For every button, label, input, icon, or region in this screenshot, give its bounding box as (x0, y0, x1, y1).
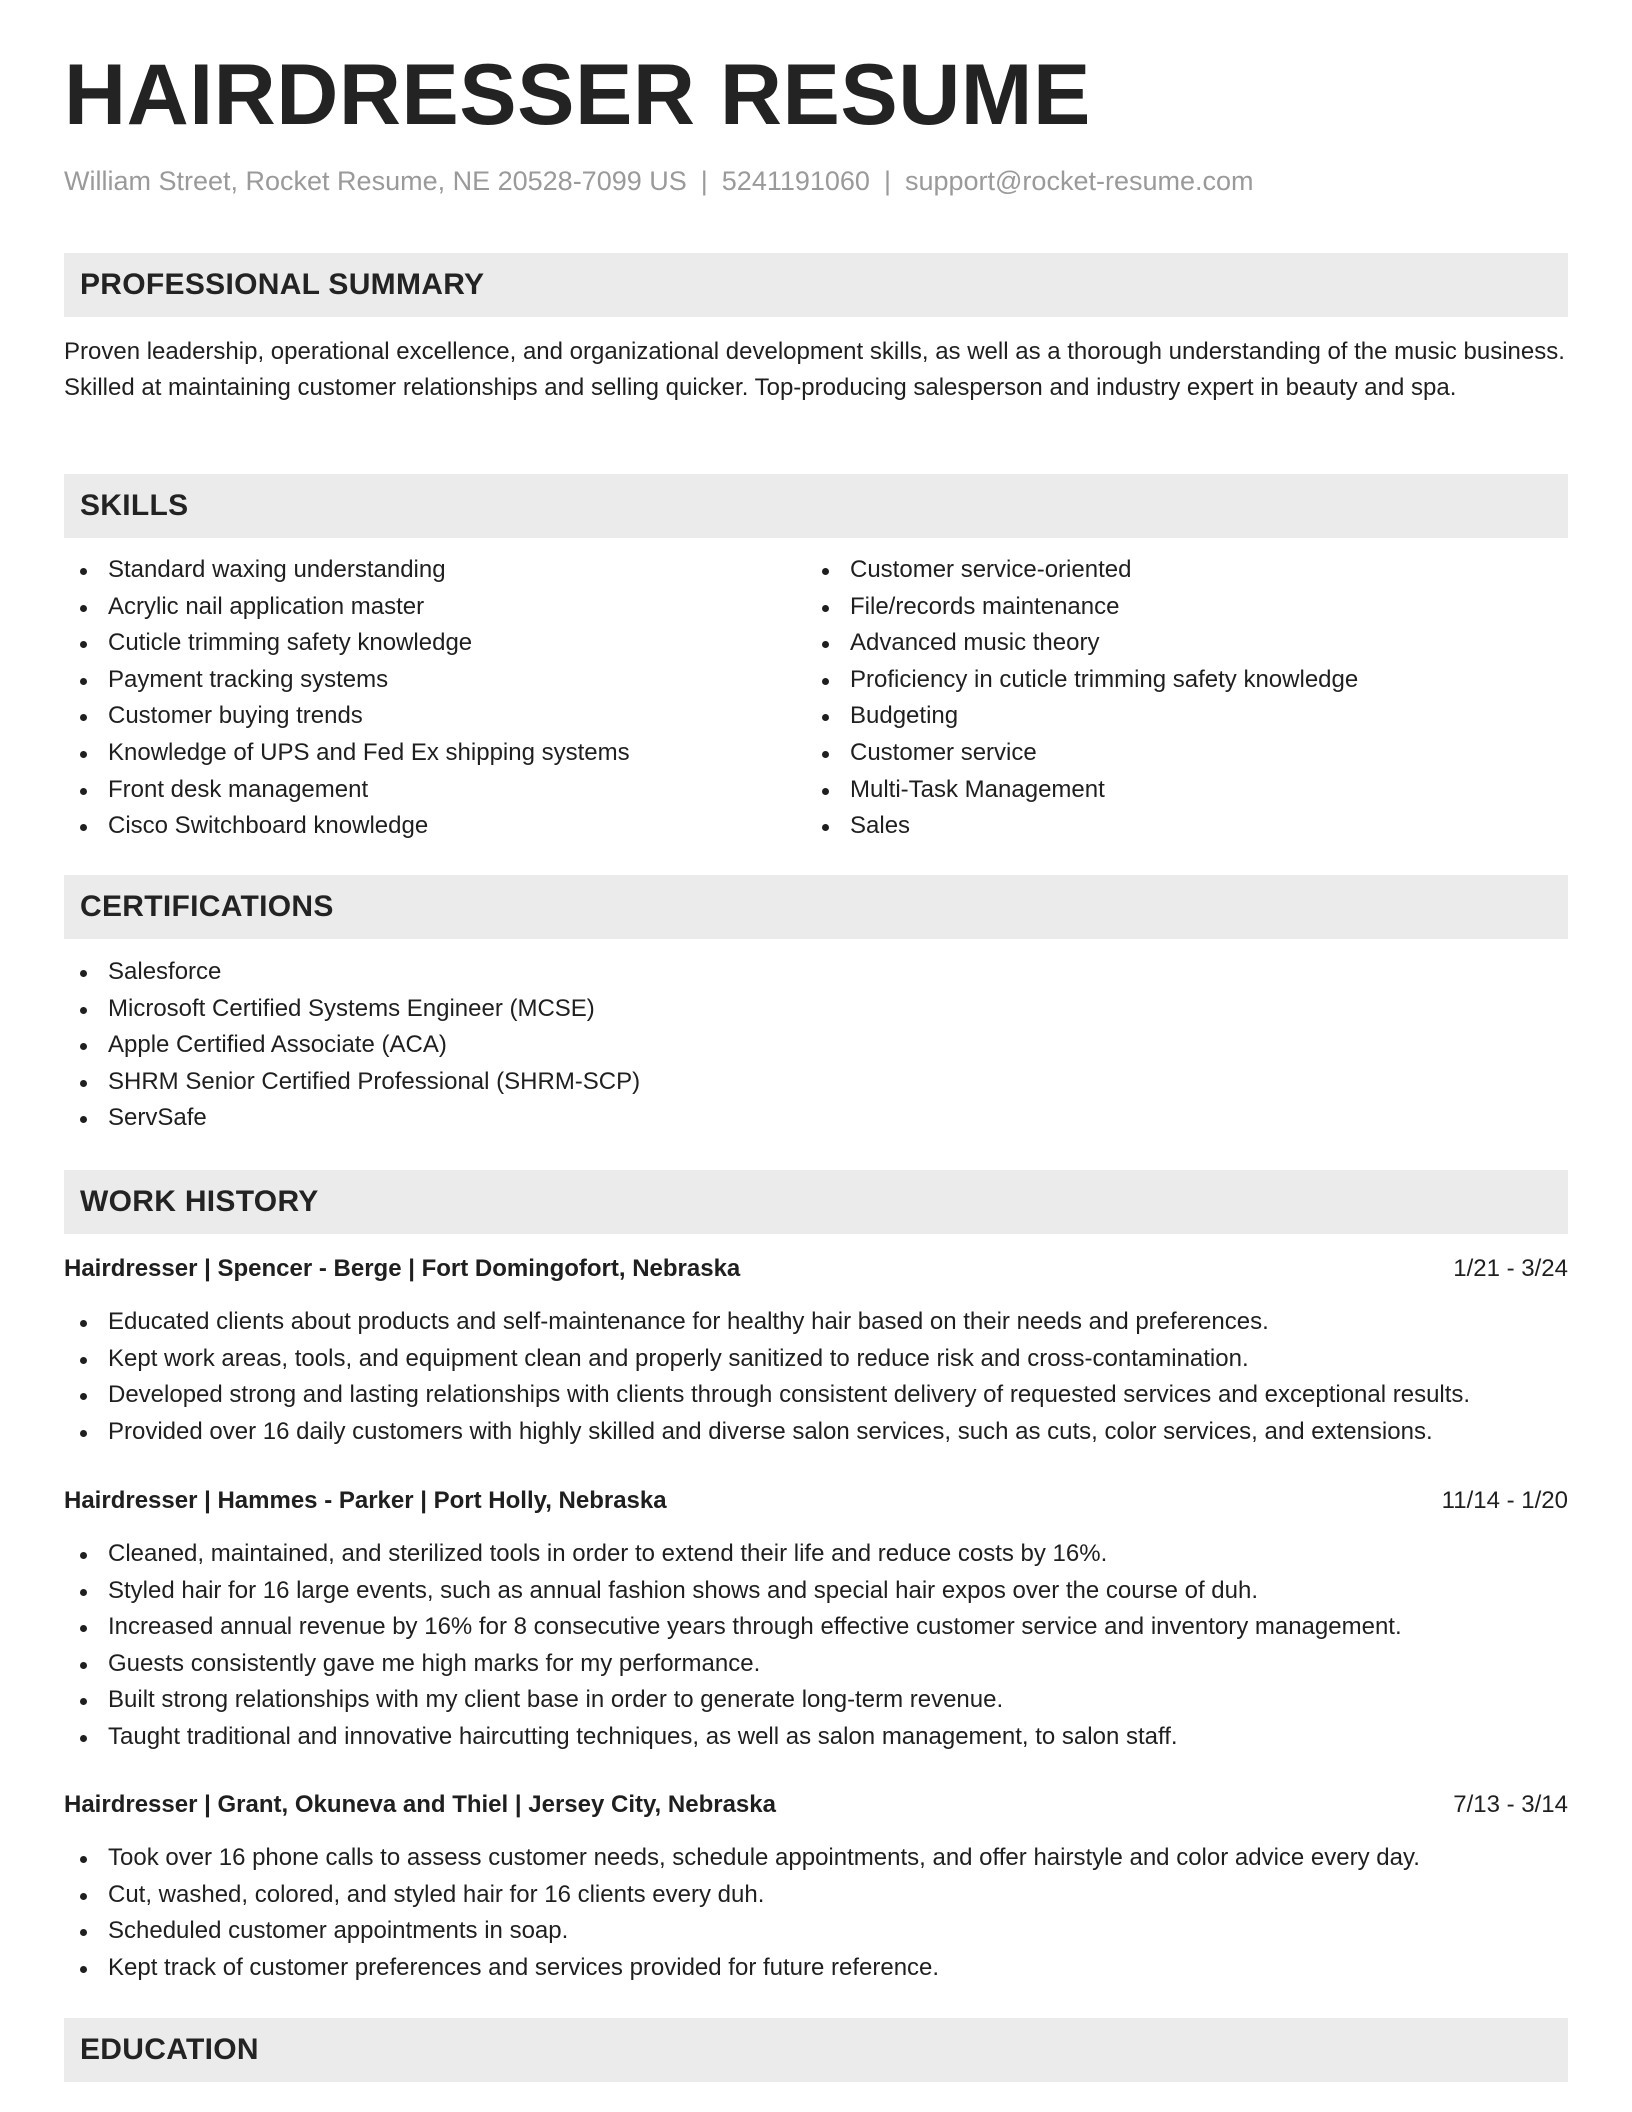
list-item: Provided over 16 daily customers with highly skilled and diverse salon services, such as cuts, color services, and extensions. (64, 1414, 1470, 1451)
job-bullets (64, 1304, 1470, 1450)
work-history-heading: WORK HISTORY (64, 1170, 1568, 1234)
list-item: Sales (806, 808, 1358, 845)
list-item: Built strong relationships with my client base in order to generate long-term revenue. (64, 1682, 1402, 1719)
job-dates: 1/21 - 3/24 (1453, 1255, 1568, 1282)
list-item: Customer service (806, 735, 1358, 772)
skills-list-right (806, 552, 1358, 845)
job-bullets (64, 1840, 1420, 1986)
list-item: Taught traditional and innovative haircutting techniques, as well as salon management, to salon staff. (64, 1719, 1402, 1756)
job-header (64, 1485, 1568, 1517)
education-heading: EDUCATION (64, 2018, 1568, 2082)
contact-phone: 5241191060 (721, 166, 870, 196)
list-item: File/records maintenance (806, 589, 1358, 626)
list-item: Kept work areas, tools, and equipment clean and properly sanitized to reduce risk and cross-contamination. (64, 1341, 1470, 1378)
list-item: Multi-Task Management (806, 772, 1358, 809)
job-title: Hairdresser | Spencer - Berge | Fort Domingofort, Nebraska (64, 1255, 741, 1282)
list-item: Microsoft Certified Systems Engineer (MCSE) (64, 991, 640, 1028)
list-item: Styled hair for 16 large events, such as annual fashion shows and special hair expos over the course of duh. (64, 1573, 1402, 1610)
list-item: Customer service-oriented (806, 552, 1358, 589)
list-item: Proficiency in cuticle trimming safety knowledge (806, 662, 1358, 699)
list-item: Budgeting (806, 698, 1358, 735)
list-item: Developed strong and lasting relationships with clients through consistent delivery of requested services and exceptional results. (64, 1377, 1470, 1414)
job-header (64, 1789, 1568, 1821)
job-title: Hairdresser | Grant, Okuneva and Thiel | Jersey City, Nebraska (64, 1791, 776, 1818)
list-item: Educated clients about products and self-maintenance for healthy hair based on their needs and preferences. (64, 1304, 1470, 1341)
skills-list-left (64, 552, 630, 845)
list-item: Knowledge of UPS and Fed Ex shipping systems (64, 735, 630, 772)
list-item: Apple Certified Associate (ACA) (64, 1027, 640, 1064)
summary-text: Proven leadership, operational excellence, and organizational development skills, as well as a thorough understanding of the music business. Skilled at maintaining customer relationships and selling quicker. Top-producing salesperson and industry expert in beauty and spa. (64, 338, 1565, 401)
certifications-heading: CERTIFICATIONS (64, 875, 1568, 939)
list-item: Front desk management (64, 772, 630, 809)
list-item: Payment tracking systems (64, 662, 630, 699)
job-title: Hairdresser | Hammes - Parker | Port Holly, Nebraska (64, 1487, 667, 1514)
list-item: Kept track of customer preferences and services provided for future reference. (64, 1950, 1420, 1987)
job-dates: 7/13 - 3/14 (1453, 1791, 1568, 1818)
job-bullets (64, 1536, 1402, 1756)
job-dates: 11/14 - 1/20 (1441, 1487, 1568, 1514)
list-item: Cut, washed, colored, and styled hair for 16 clients every duh. (64, 1877, 1420, 1914)
contact-address: William Street, Rocket Resume, NE 20528-7099 US (64, 166, 687, 196)
list-item: Cleaned, maintained, and sterilized tools in order to extend their life and reduce costs by 16%. (64, 1536, 1402, 1573)
list-item: Guests consistently gave me high marks for my performance. (64, 1646, 1402, 1683)
list-item: Increased annual revenue by 16% for 8 consecutive years through effective customer service and inventory management. (64, 1609, 1402, 1646)
list-item: Cuticle trimming safety knowledge (64, 625, 630, 662)
list-item: Customer buying trends (64, 698, 630, 735)
list-item: Cisco Switchboard knowledge (64, 808, 630, 845)
list-item: Scheduled customer appointments in soap. (64, 1913, 1420, 1950)
list-item: Took over 16 phone calls to assess customer needs, schedule appointments, and offer hairstyle and color advice every day. (64, 1840, 1420, 1877)
list-item: SHRM Senior Certified Professional (SHRM-SCP) (64, 1064, 640, 1101)
certifications-list (64, 954, 640, 1137)
job-header (64, 1253, 1568, 1285)
resume-title: HAIRDRESSER RESUME (64, 47, 1091, 143)
list-item: Standard waxing understanding (64, 552, 630, 589)
contact-separator: | (883, 166, 891, 196)
list-item: Advanced music theory (806, 625, 1358, 662)
list-item: Salesforce (64, 954, 640, 991)
summary-heading: PROFESSIONAL SUMMARY (64, 253, 1568, 317)
contact-separator: | (700, 166, 708, 196)
skills-heading: SKILLS (64, 474, 1568, 538)
contact-email: support@rocket-resume.com (904, 166, 1254, 196)
list-item: Acrylic nail application master (64, 589, 630, 626)
list-item: ServSafe (64, 1100, 640, 1137)
contact-line (64, 166, 1254, 197)
